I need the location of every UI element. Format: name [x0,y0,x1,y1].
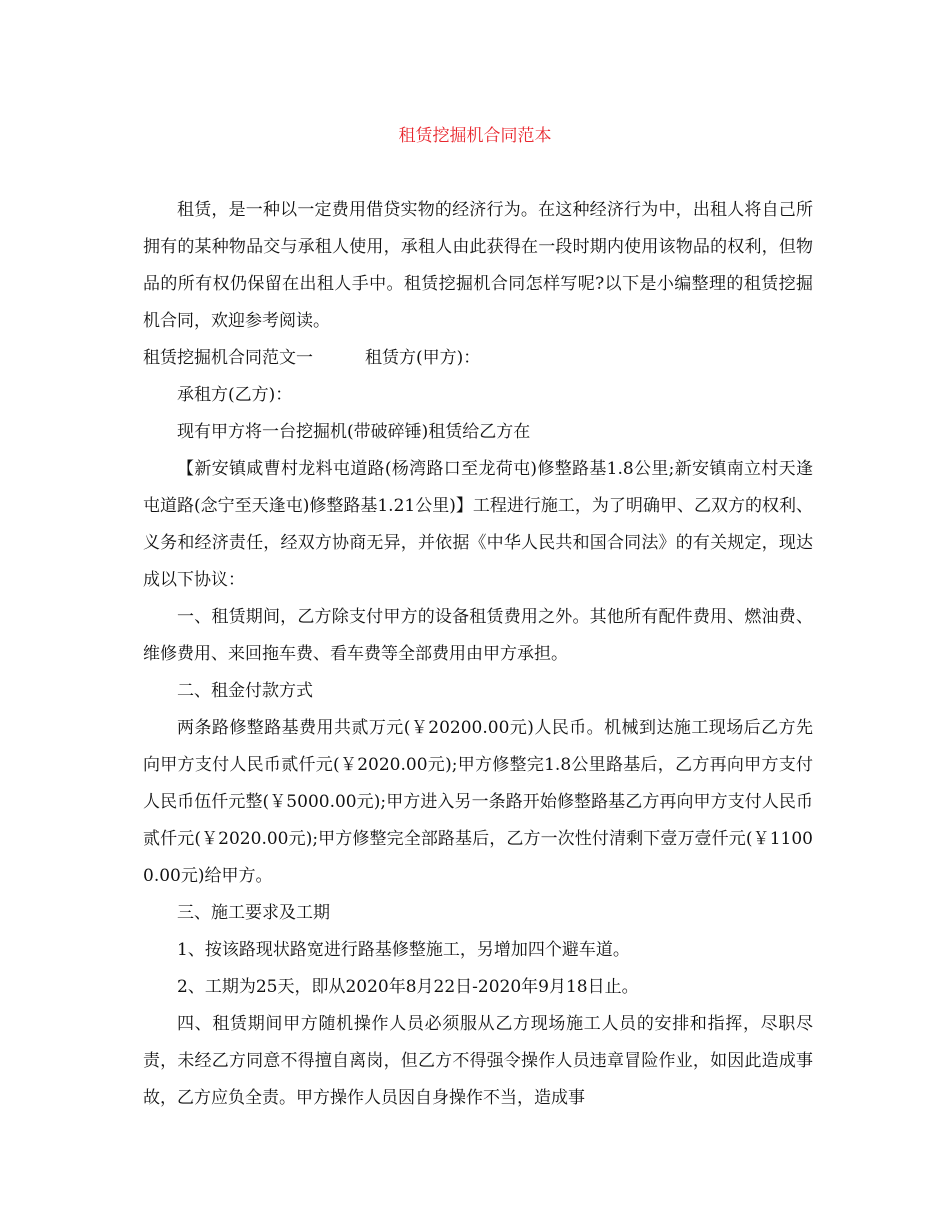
paragraph-party-b: 承租方(乙方)： [177,385,293,405]
document-title: 租赁挖掘机合同范本 [398,126,552,146]
paragraph-requirement-1: 1、按该路现状路宽进行路基修整施工，另增加四个避车道。 [177,940,630,960]
paragraph-clause-2-heading: 二、租金付款方式 [177,681,313,701]
paragraph-clause-1: 一、租赁期间，乙方除支付甲方的设备租赁费用之外。其他所有配件费用、燃油费、维修费用、来回拖车费、看车费等全部费用由甲方承担。 [143,607,813,664]
party-a-label: 租赁方(甲方)： [365,348,481,368]
section-heading: 租赁挖掘机合同范文一 [143,348,313,368]
paragraph-lease-statement: 现有甲方将一台挖掘机(带破碎锤)租赁给乙方在 [177,422,531,442]
document-body [143,192,813,1117]
section-line [143,340,813,377]
paragraph-clause-3-heading: 三、施工要求及工期 [177,903,330,923]
paragraph-requirement-2: 2、工期为25天，即从2020年8月22日-2020年9月18日止。 [177,977,639,997]
paragraph-clause-4: 四、租赁期间甲方随机操作人员必须服从乙方现场施工人员的安排和指挥，尽职尽责，未经乙方同意不得擅自离岗，但乙方不得强令操作人员违章冒险作业，如因此造成事故，乙方应负全责。甲方操作人员因自身操作不当，造成事 [143,1014,813,1108]
paragraph-project-scope: 【新安镇咸曹村龙料屯道路(杨湾路口至龙荷屯)修整路基1.8公里;新安镇南立村天逢屯道路(念宁至天逢屯)修整路基1.21公里)】工程进行施工，为了明确甲、乙双方的权利、义务和经济责任，经双方协商无异，并依据《中华人民共和国合同法》的有关规定，现达成以下协议： [143,459,813,590]
paragraph-intro: 租赁，是一种以一定费用借贷实物的经济行为。在这种经济行为中，出租人将自己所拥有的某种物品交与承租人使用，承租人由此获得在一段时期内使用该物品的权利，但物品的所有权仍保留在出租人手中。租赁挖掘机合同怎样写呢?以下是小编整理的租赁挖掘机合同，欢迎参考阅读。 [143,200,813,331]
paragraph-payment: 两条路修整路基费用共贰万元(￥20200.00元)人民币。机械到达施工现场后乙方先向甲方支付人民币贰仟元(￥2020.00元);甲方修整完1.8公里路基后，乙方再向甲方支付人民币伍仟元整(￥5000.00元);甲方进入另一条路开始修整路基乙方再向甲方支付人民币贰仟元(￥2020.00元);甲方修整完全部路基后，乙方一次性付清剩下壹万壹仟元(￥11000.00元)给甲方。 [143,718,813,886]
